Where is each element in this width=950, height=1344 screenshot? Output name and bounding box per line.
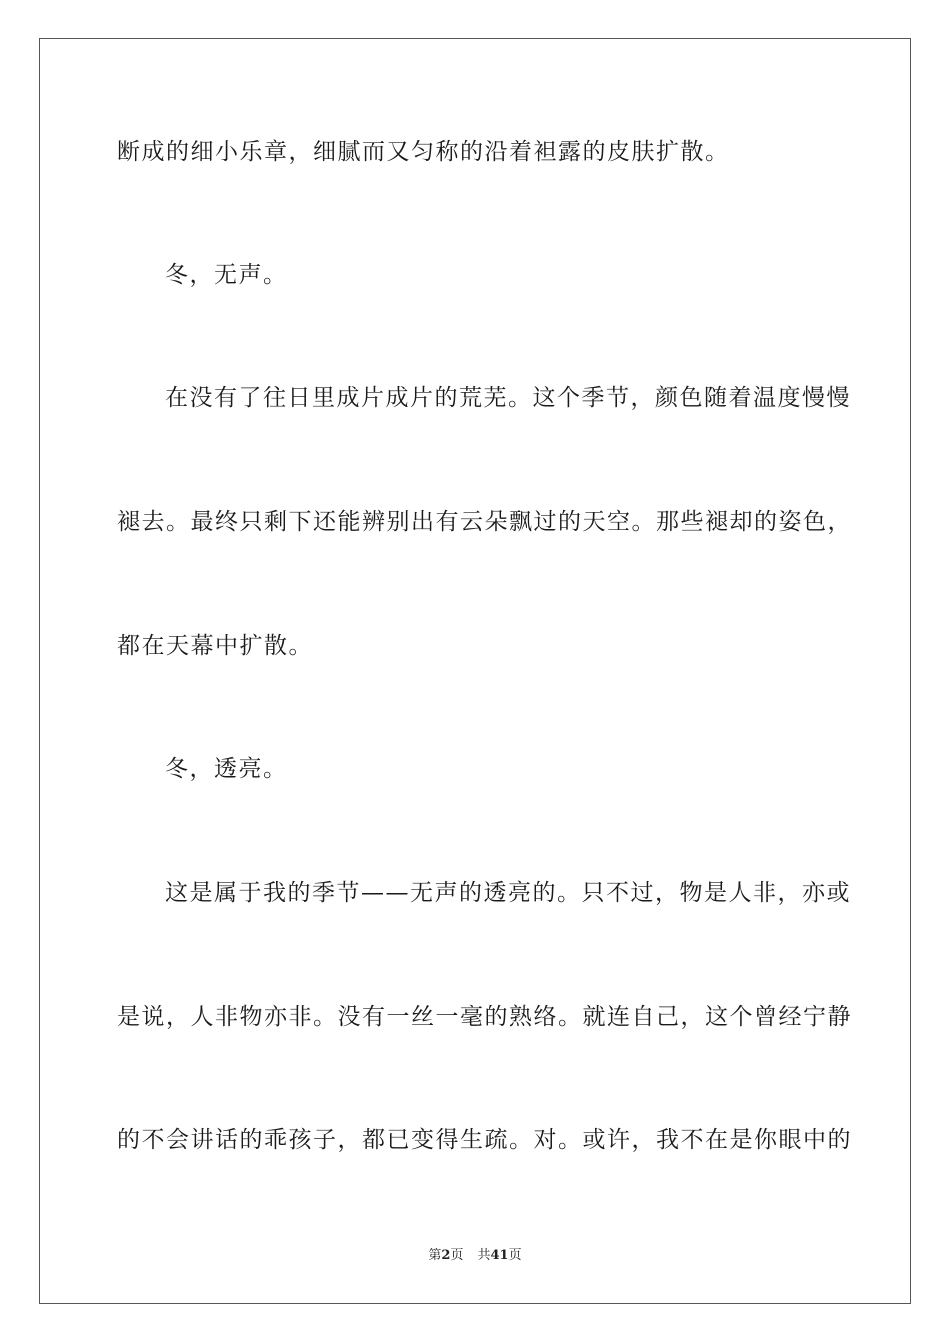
body-line: 断成的细小乐章，细腻而又匀称的沿着袒露的皮肤扩散。	[117, 139, 730, 165]
body-line: 都在天幕中扩散。	[117, 633, 313, 659]
page-footer	[0, 1247, 950, 1265]
total-label-suffix: 页	[508, 1248, 522, 1263]
page-border	[39, 38, 911, 1304]
page-label-prefix: 第	[428, 1248, 442, 1263]
body-line: 褪去。最终只剩下还能辨别出有云朵飘过的天空。那些褪却的姿色，	[117, 509, 852, 535]
page-label-suffix: 页	[450, 1248, 464, 1263]
body-line: 的不会讲话的乖孩子，都已变得生疏。对。或许，我不在是你眼中的	[117, 1127, 852, 1153]
body-line: 是说，人非物亦非。没有一丝一毫的熟络。就连自己，这个曾经宁静	[117, 1004, 852, 1030]
body-line: 冬，无声。	[165, 262, 288, 288]
total-pages: 41	[490, 1248, 509, 1263]
body-line: 在没有了往日里成片成片的荒芜。这个季节，颜色随着温度慢慢	[165, 385, 851, 411]
page-number: 2	[441, 1248, 451, 1263]
total-label-prefix: 共	[477, 1248, 491, 1263]
body-line: 这是属于我的季节——无声的透亮的。只不过，物是人非，亦或	[165, 880, 851, 906]
body-line: 冬，透亮。	[165, 756, 288, 782]
